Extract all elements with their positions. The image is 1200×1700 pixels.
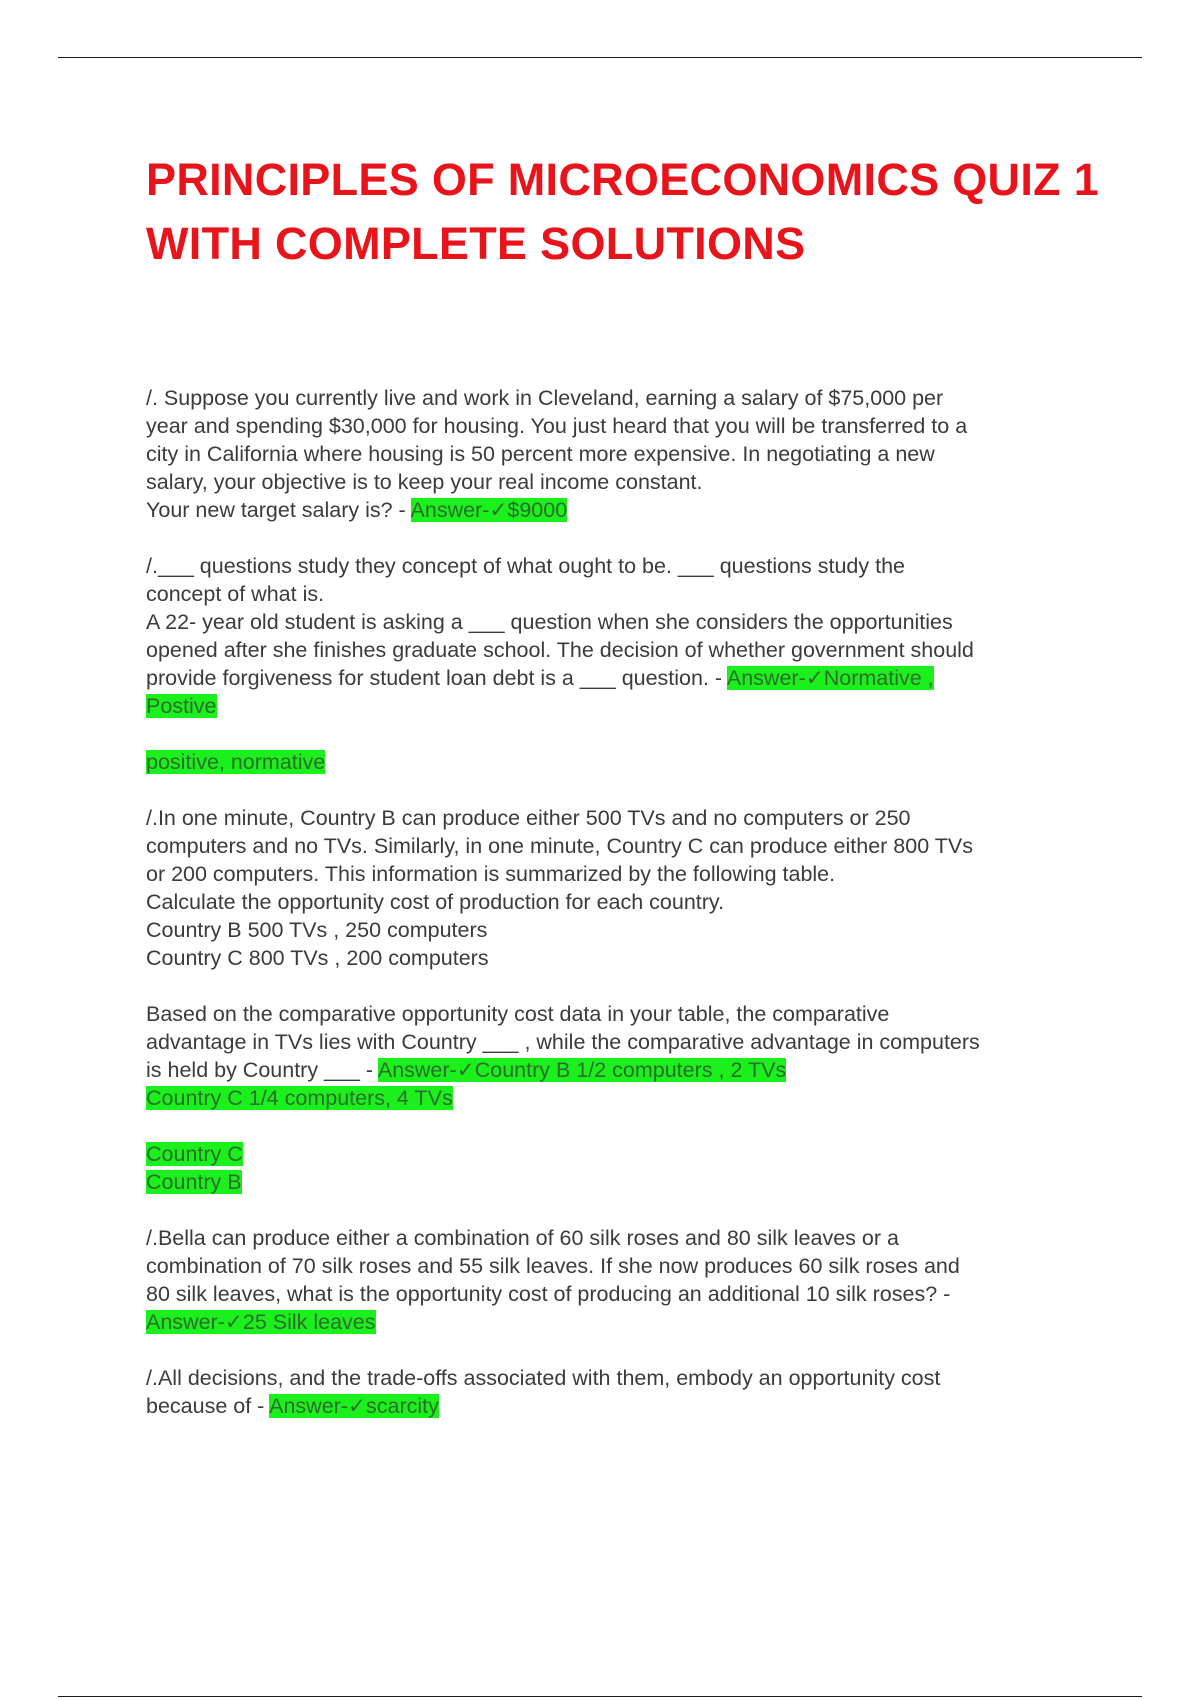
bottom-rule bbox=[58, 1696, 1142, 1697]
question-line: /.All decisions, and the trade-offs associated with them, embody an opportunity cost bbox=[146, 1366, 941, 1390]
question-prompt: Your new target salary is? - bbox=[146, 498, 411, 522]
question-line: /.___ questions study they concept of what ought to be. ___ questions study the bbox=[146, 554, 905, 578]
answer-line bbox=[146, 1308, 1086, 1336]
question-line: A 22- year old student is asking a ___ question when she considers the opportunities bbox=[146, 610, 953, 634]
answer-highlight: Postive bbox=[146, 694, 217, 718]
question-line: year and spending $30,000 for housing. You just heard that you will be transferred to a bbox=[146, 414, 968, 438]
question-line: city in California where housing is 50 percent more expensive. In negotiating a new bbox=[146, 442, 935, 466]
answer-highlight: Country C bbox=[146, 1142, 243, 1166]
question-line: Based on the comparative opportunity cost data in your table, the comparative bbox=[146, 1002, 890, 1026]
page-title: PRINCIPLES OF MICROECONOMICS QUIZ 1 WITH COMPLETE SOLUTIONS bbox=[146, 154, 1100, 269]
question-line: salary, your objective is to keep your real income constant. bbox=[146, 470, 703, 494]
quiz-content bbox=[146, 384, 1086, 1420]
question-1 bbox=[146, 384, 1086, 524]
answer-line bbox=[146, 748, 1086, 776]
question-6 bbox=[146, 1364, 1086, 1420]
question-line: 80 silk leaves, what is the opportunity cost of producing an additional 10 silk roses? - bbox=[146, 1282, 951, 1306]
question-line: opened after she finishes graduate school. The decision of whether government should bbox=[146, 638, 974, 662]
question-line bbox=[146, 1056, 1086, 1084]
question-line: or 200 computers. This information is summarized by the following table. bbox=[146, 862, 836, 886]
question-line: Calculate the opportunity cost of production for each country. bbox=[146, 890, 725, 914]
answer-line bbox=[146, 692, 1086, 720]
question-prompt: provide forgiveness for student loan debt is a ___ question. - bbox=[146, 666, 727, 690]
question-line: computers and no TVs. Similarly, in one minute, Country C can produce either 800 TVs bbox=[146, 834, 973, 858]
answer-highlight: Answer-✓Country B 1/2 computers , 2 TVs bbox=[377, 1058, 787, 1082]
question-line bbox=[146, 1392, 1086, 1420]
question-2 bbox=[146, 552, 1086, 776]
top-rule bbox=[58, 57, 1142, 58]
question-line: advantage in TVs lies with Country ___ , while the comparative advantage in computers bbox=[146, 1030, 980, 1054]
answer-highlight: Answer-✓Normative , bbox=[726, 666, 934, 690]
answer-highlight: Country C 1/4 computers, 4 TVs bbox=[146, 1086, 453, 1110]
answer-highlight: positive, normative bbox=[146, 750, 326, 774]
answer-highlight: Answer-✓scarcity bbox=[269, 1394, 439, 1418]
question-3 bbox=[146, 804, 1086, 972]
question-5 bbox=[146, 1224, 1086, 1336]
answer-highlight: Answer-✓$9000 bbox=[410, 498, 568, 522]
answer-line bbox=[146, 1084, 1086, 1112]
answer-line bbox=[146, 1140, 1086, 1168]
question-line: /. Suppose you currently live and work in Cleveland, earning a salary of $75,000 per bbox=[146, 386, 944, 410]
answer-line bbox=[146, 1168, 1086, 1196]
question-line bbox=[146, 496, 1086, 524]
question-line: /.Bella can produce either a combination of 60 silk roses and 80 silk leaves or a bbox=[146, 1226, 899, 1250]
table-line: Country C 800 TVs , 200 computers bbox=[146, 946, 489, 970]
question-line: combination of 70 silk roses and 55 silk leaves. If she now produces 60 silk roses and bbox=[146, 1254, 960, 1278]
answer-highlight: Country B bbox=[146, 1170, 242, 1194]
question-prompt: is held by Country ___ - bbox=[146, 1058, 378, 1082]
question-line: concept of what is. bbox=[146, 582, 325, 606]
question-prompt: because of - bbox=[146, 1394, 270, 1418]
answer-highlight: Answer-✓25 Silk leaves bbox=[146, 1310, 376, 1334]
question-4 bbox=[146, 1000, 1086, 1196]
table-line: Country B 500 TVs , 250 computers bbox=[146, 918, 488, 942]
question-line: /.In one minute, Country B can produce either 500 TVs and no computers or 250 bbox=[146, 806, 911, 830]
question-line bbox=[146, 664, 1086, 692]
